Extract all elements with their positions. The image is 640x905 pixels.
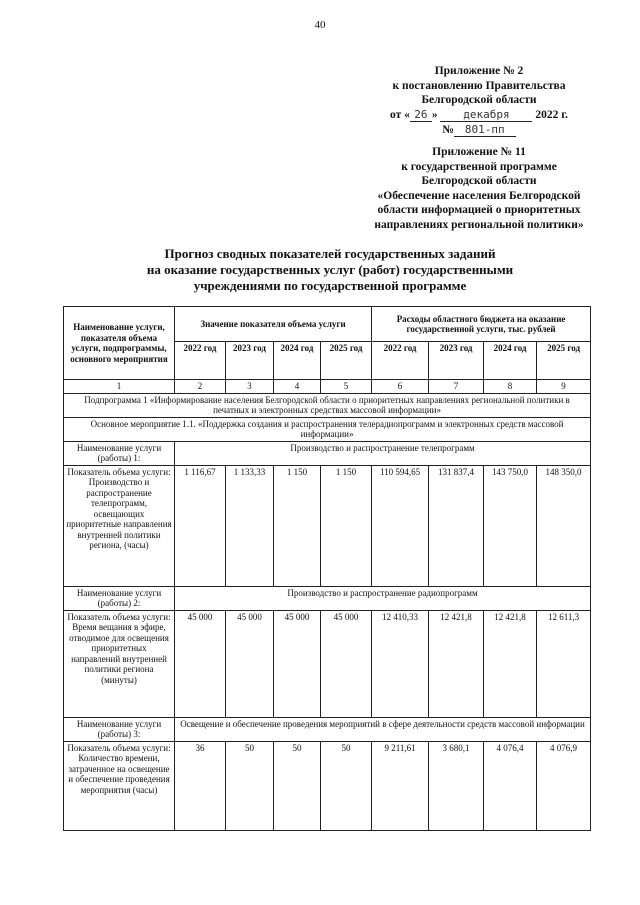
appendix-program-line: «Обеспечение населения Белгородской [377, 189, 581, 202]
service-name-cell: Производство и распространение телепрограмм [175, 441, 591, 465]
resolution-number-line [365, 123, 593, 138]
value-cell: 45 000 [175, 610, 226, 717]
header-row [64, 307, 591, 342]
value-cell: 50 [226, 741, 274, 830]
appendix-resolution-line: к постановлению Правительства [392, 79, 566, 92]
header-volume-group: Значение показателя объема услуги [175, 307, 372, 342]
service-label-cell: Наименование услуги (работы) 2: [64, 586, 175, 610]
year-header-cell: 2022 год [372, 342, 429, 380]
appendix-program-line: Белгородской области [421, 175, 537, 187]
main-event-row [64, 417, 591, 441]
indicator-row [64, 610, 591, 717]
value-cell: 45 000 [226, 610, 274, 717]
appendix-program-block [356, 145, 602, 232]
title-line: на оказание государственных услуг (работ) государственными [146, 262, 514, 277]
indicator-row [64, 465, 591, 586]
subprogram-row [64, 393, 591, 417]
column-number-cell: 6 [372, 380, 429, 394]
date-year: 2022 г. [535, 108, 569, 121]
value-cell: 1 133,33 [226, 465, 274, 586]
value-cell: 1 150 [274, 465, 321, 586]
value-cell: 45 000 [274, 610, 321, 717]
service-name-row [64, 717, 591, 741]
date-month: декабря [440, 109, 532, 122]
value-cell: 12 421,8 [429, 610, 484, 717]
appendix-resolution-block [365, 64, 593, 138]
date-prefix: от « [389, 108, 410, 121]
subprogram-cell: Подпрограмма 1 «Информирование населения Белгородской области о приоритетных направлениях региональной политики в печатных и электронных средствах массовой информации» [64, 393, 591, 417]
title-line: учреждениями по государственной программе [193, 278, 467, 293]
value-cell: 148 350,0 [537, 465, 591, 586]
year-header-cell: 2023 год [429, 342, 484, 380]
service-name-cell: Освещение и обеспечение проведения мероприятий в сфере деятельности средств массовой информации [175, 717, 591, 741]
value-cell: 1 150 [321, 465, 372, 586]
value-cell: 1 116,67 [175, 465, 226, 586]
value-cell: 9 211,61 [372, 741, 429, 830]
appendix-program-line: области информацией о приоритетных [377, 204, 581, 216]
value-cell: 36 [175, 741, 226, 830]
page-number: 40 [314, 19, 326, 31]
main-event-cell: Основное мероприятие 1.1. «Поддержка создания и распространения телерадиопрограмм и электронных средств массовой информации» [64, 417, 591, 441]
value-cell: 12 611,3 [537, 610, 591, 717]
appendix-resolution-line: Приложение № 2 [434, 65, 524, 77]
forecast-table [63, 306, 591, 831]
year-header-cell: 2024 год [484, 342, 537, 380]
indicator-cell: Показатель объема услуги: Время вещания в эфире, отводимое для освещения приоритетных направлений внутренней политики региона (минуты) [64, 610, 175, 717]
header-name-cell: Наименование услуги, показателя объема услуги, подпрограммы, основного мероприятия [64, 307, 175, 380]
indicator-cell: Показатель объема услуги: Производство и распространение телепрограмм, освещающих приоритетные направления внутренней политики региона, (часы) [64, 465, 175, 586]
year-header-cell: 2025 год [321, 342, 372, 380]
year-header-cell: 2022 год [175, 342, 226, 380]
column-number-cell: 7 [429, 380, 484, 394]
value-cell: 4 076,9 [537, 741, 591, 830]
title-line: Прогноз сводных показателей государственных заданий [164, 246, 496, 261]
number-prefix: № [442, 124, 454, 136]
year-header-cell: 2025 год [537, 342, 591, 380]
year-header-cell: 2024 год [274, 342, 321, 380]
value-cell: 12 410,33 [372, 610, 429, 717]
year-header-cell: 2023 год [226, 342, 274, 380]
document-title [80, 246, 580, 294]
appendix-program-line: к государственной программе [401, 160, 557, 173]
appendix-program-line: Приложение № 11 [432, 146, 526, 158]
service-name-row [64, 586, 591, 610]
value-cell: 50 [321, 741, 372, 830]
value-cell: 131 837,4 [429, 465, 484, 586]
indicator-row [64, 741, 591, 830]
value-cell: 110 594,65 [372, 465, 429, 586]
appendix-program-line: направлениях региональной политики» [374, 218, 584, 231]
column-number-cell: 3 [226, 380, 274, 394]
column-number-cell: 4 [274, 380, 321, 394]
value-cell: 45 000 [321, 610, 372, 717]
date-day: 26 [410, 109, 432, 122]
column-number-cell: 1 [64, 380, 175, 394]
column-number-row [64, 380, 591, 394]
service-label-cell: Наименование услуги (работы) 1: [64, 441, 175, 465]
service-label-cell: Наименование услуги (работы) 3: [64, 717, 175, 741]
header-budget-group: Расходы областного бюджета на оказание государственной услуги, тыс. рублей [372, 307, 591, 342]
date-mid: » [431, 108, 438, 121]
service-name-cell: Производство и распространение радиопрограмм [175, 586, 591, 610]
value-cell: 3 680,1 [429, 741, 484, 830]
indicator-cell: Показатель объема услуги: Количество времени, затраченное на освещение и обеспечение проведения мероприятия (часы) [64, 741, 175, 830]
service-name-row [64, 441, 591, 465]
column-number-cell: 8 [484, 380, 537, 394]
value-cell: 12 421,8 [484, 610, 537, 717]
column-number-cell: 5 [321, 380, 372, 394]
value-cell: 143 750,0 [484, 465, 537, 586]
resolution-number: 801-пп [454, 124, 516, 137]
column-number-cell: 2 [175, 380, 226, 394]
resolution-date-line [365, 108, 593, 123]
value-cell: 4 076,4 [484, 741, 537, 830]
value-cell: 50 [274, 741, 321, 830]
appendix-resolution-line: Белгородской области [421, 94, 537, 106]
column-number-cell: 9 [537, 380, 591, 394]
